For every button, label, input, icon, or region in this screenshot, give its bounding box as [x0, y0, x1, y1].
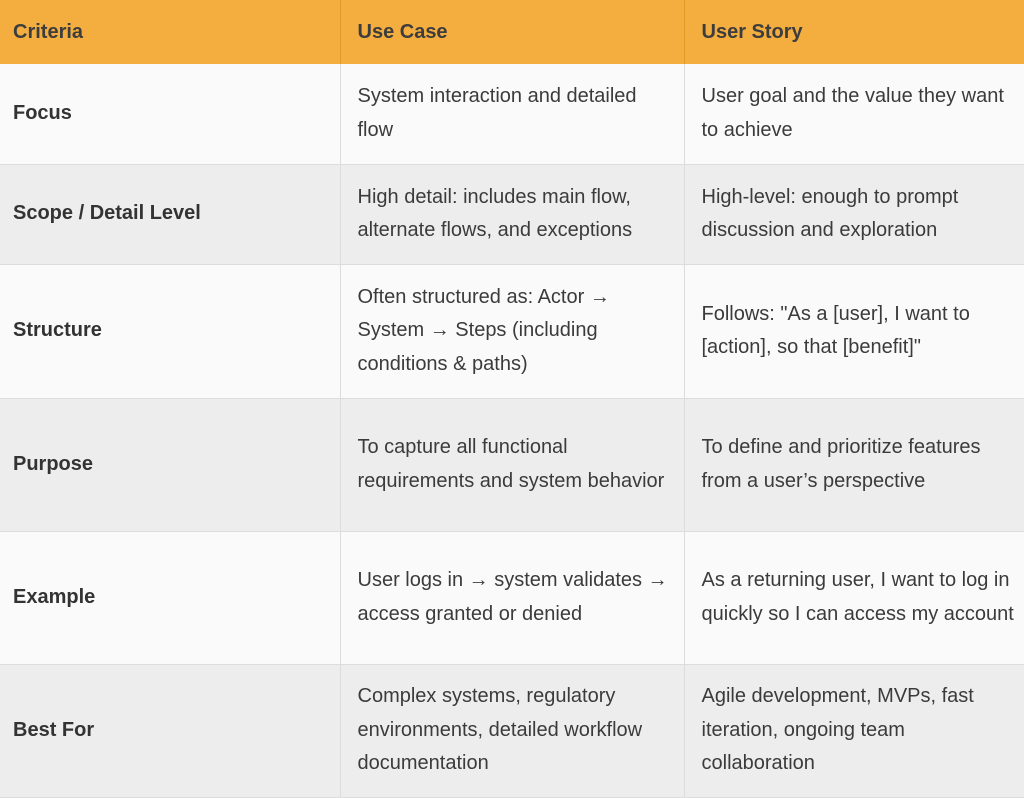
criteria-cell: Best For: [0, 664, 340, 797]
user-story-cell: High-level: enough to prompt discussion and exploration: [684, 164, 1024, 264]
user-story-cell: User goal and the value they want to achieve: [684, 64, 1024, 164]
use-case-cell: Often structured as: Actor → System → Steps (including conditions & paths): [340, 264, 684, 398]
criteria-cell: Scope / Detail Level: [0, 164, 340, 264]
user-story-cell: Follows: "As a [user], I want to [action], so that [benefit]": [684, 264, 1024, 398]
table-header: [0, 0, 1024, 64]
table-row: [0, 531, 1024, 664]
header-row: [0, 0, 1024, 64]
header-user-story: User Story: [701, 20, 803, 43]
table-row: [0, 398, 1024, 531]
header-criteria: Criteria: [0, 0, 340, 64]
criteria-cell: Purpose: [0, 398, 340, 531]
user-story-cell: Agile development, MVPs, fast iteration, ongoing team collaboration: [684, 664, 1024, 797]
table-row: [0, 64, 1024, 164]
criteria-cell: Focus: [0, 64, 340, 164]
header-use-case: Use Case: [340, 0, 684, 64]
user-story-cell: To define and prioritize features from a user’s perspective: [684, 398, 1024, 531]
criteria-cell: Structure: [0, 264, 340, 398]
table-body: [0, 64, 1024, 797]
use-case-cell: User logs in → system validates → access granted or denied: [340, 531, 684, 664]
use-case-cell: High detail: includes main flow, alternate flows, and exceptions: [340, 164, 684, 264]
use-case-cell: Complex systems, regulatory environments, detailed workflow documentation: [340, 664, 684, 797]
table-row: [0, 164, 1024, 264]
table-row: [0, 264, 1024, 398]
criteria-cell: Example: [0, 531, 340, 664]
use-case-cell: To capture all functional requirements and system behavior: [340, 398, 684, 531]
user-story-cell: As a returning user, I want to log in quickly so I can access my account: [684, 531, 1024, 664]
table-row: [0, 664, 1024, 797]
use-case-cell: System interaction and detailed flow: [340, 64, 684, 164]
